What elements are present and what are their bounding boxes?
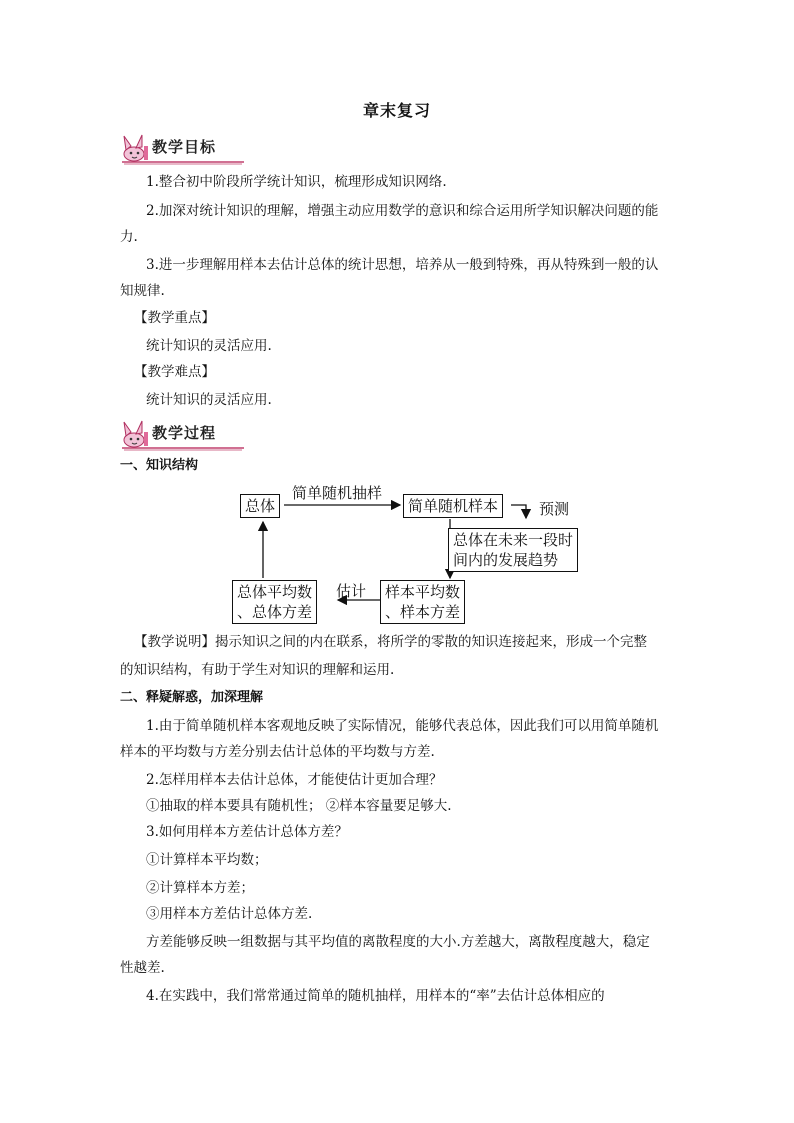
node-population: 总体 [240, 494, 280, 518]
point-4-line-1: 4.在实践中，我们常常通过简单的随机抽样，用样本的“率”去估计总体相应的 [146, 988, 605, 1004]
point-3-step-2: ②计算样本方差； [146, 880, 254, 896]
point-3-question: 3.如何用样本方差估计总体方差？ [146, 824, 348, 840]
node-population-stats [232, 580, 317, 624]
goal-3-line-1: 3.进一步理解用样本去估计总体的统计思想，培养从一般到特殊，再从特殊到一般的认 [146, 257, 659, 273]
section-2-heading: 二、释疑解惑，加深理解 [120, 690, 264, 705]
node-sample-stats [380, 580, 465, 624]
population-stats-line-1: 总体平均数 [237, 583, 313, 601]
goal-2-line-1: 2.加深对统计知识的理解，增强主动应用数学的意识和综合运用所学知识解决问题的能 [146, 203, 659, 219]
difficulty-label: 【教学难点】 [134, 364, 215, 380]
goals-banner-label: 教学目标 [152, 138, 217, 156]
future-trend-line-1: 总体在未来一段时 [453, 531, 574, 549]
goal-1: 1.整合初中阶段所学统计知识，梳理形成知识网络. [146, 174, 447, 190]
future-trend-line-2: 间内的发展趋势 [453, 551, 559, 569]
population-stats-line-2: 、总体方差 [237, 603, 313, 621]
teaching-note-line-2: 的知识结构，有助于学生对知识的理解和运用. [120, 662, 395, 678]
node-simple-random-sample: 简单随机样本 [403, 494, 503, 518]
teaching-note-line-1: 【教学说明】揭示知识之间的内在联系，将所学的零散的知识连接起来，形成一个完整 [134, 634, 647, 650]
sample-stats-line-2: 、样本方差 [385, 603, 461, 621]
variance-note-line-2: 性越差. [120, 960, 165, 976]
page-title: 章末复习 [362, 101, 431, 120]
point-3-step-1: ①计算样本平均数； [146, 852, 268, 868]
process-banner [118, 418, 248, 452]
key-point-text: 统计知识的灵活应用. [146, 338, 272, 354]
sample-stats-line-1: 样本平均数 [385, 583, 461, 601]
label-predict: 预测 [539, 500, 570, 518]
key-point-label: 【教学重点】 [134, 310, 215, 326]
point-1-line-1: 1.由于简单随机样本客观地反映了实际情况，能够代表总体，因此我们可以用简单随机 [146, 718, 659, 734]
point-3-step-3: ③用样本方差估计总体方差. [146, 906, 313, 922]
knowledge-structure-diagram [230, 482, 610, 632]
point-2-question: 2.怎样用样本去估计总体，才能使估计更加合理？ [146, 772, 443, 788]
goal-3-line-2: 知规律. [120, 283, 165, 299]
goals-banner [118, 132, 248, 166]
point-1-line-2: 样本的平均数与方差分别去估计总体的平均数与方差. [120, 744, 435, 760]
goal-2-line-2: 力. [120, 229, 138, 245]
point-2-answer: ①抽取的样本要具有随机性； ②样本容量要足够大. [146, 798, 452, 814]
section-1-heading: 一、知识结构 [120, 458, 199, 473]
process-banner-label: 教学过程 [152, 424, 217, 442]
difficulty-text: 统计知识的灵活应用. [146, 392, 272, 408]
variance-note-line-1: 方差能够反映一组数据与其平均值的离散程度的大小.方差越大，离散程度越大，稳定 [146, 934, 650, 950]
node-future-trend [448, 528, 578, 572]
label-simple-random-sampling: 简单随机抽样 [292, 484, 383, 502]
label-estimate: 估计 [336, 582, 367, 600]
